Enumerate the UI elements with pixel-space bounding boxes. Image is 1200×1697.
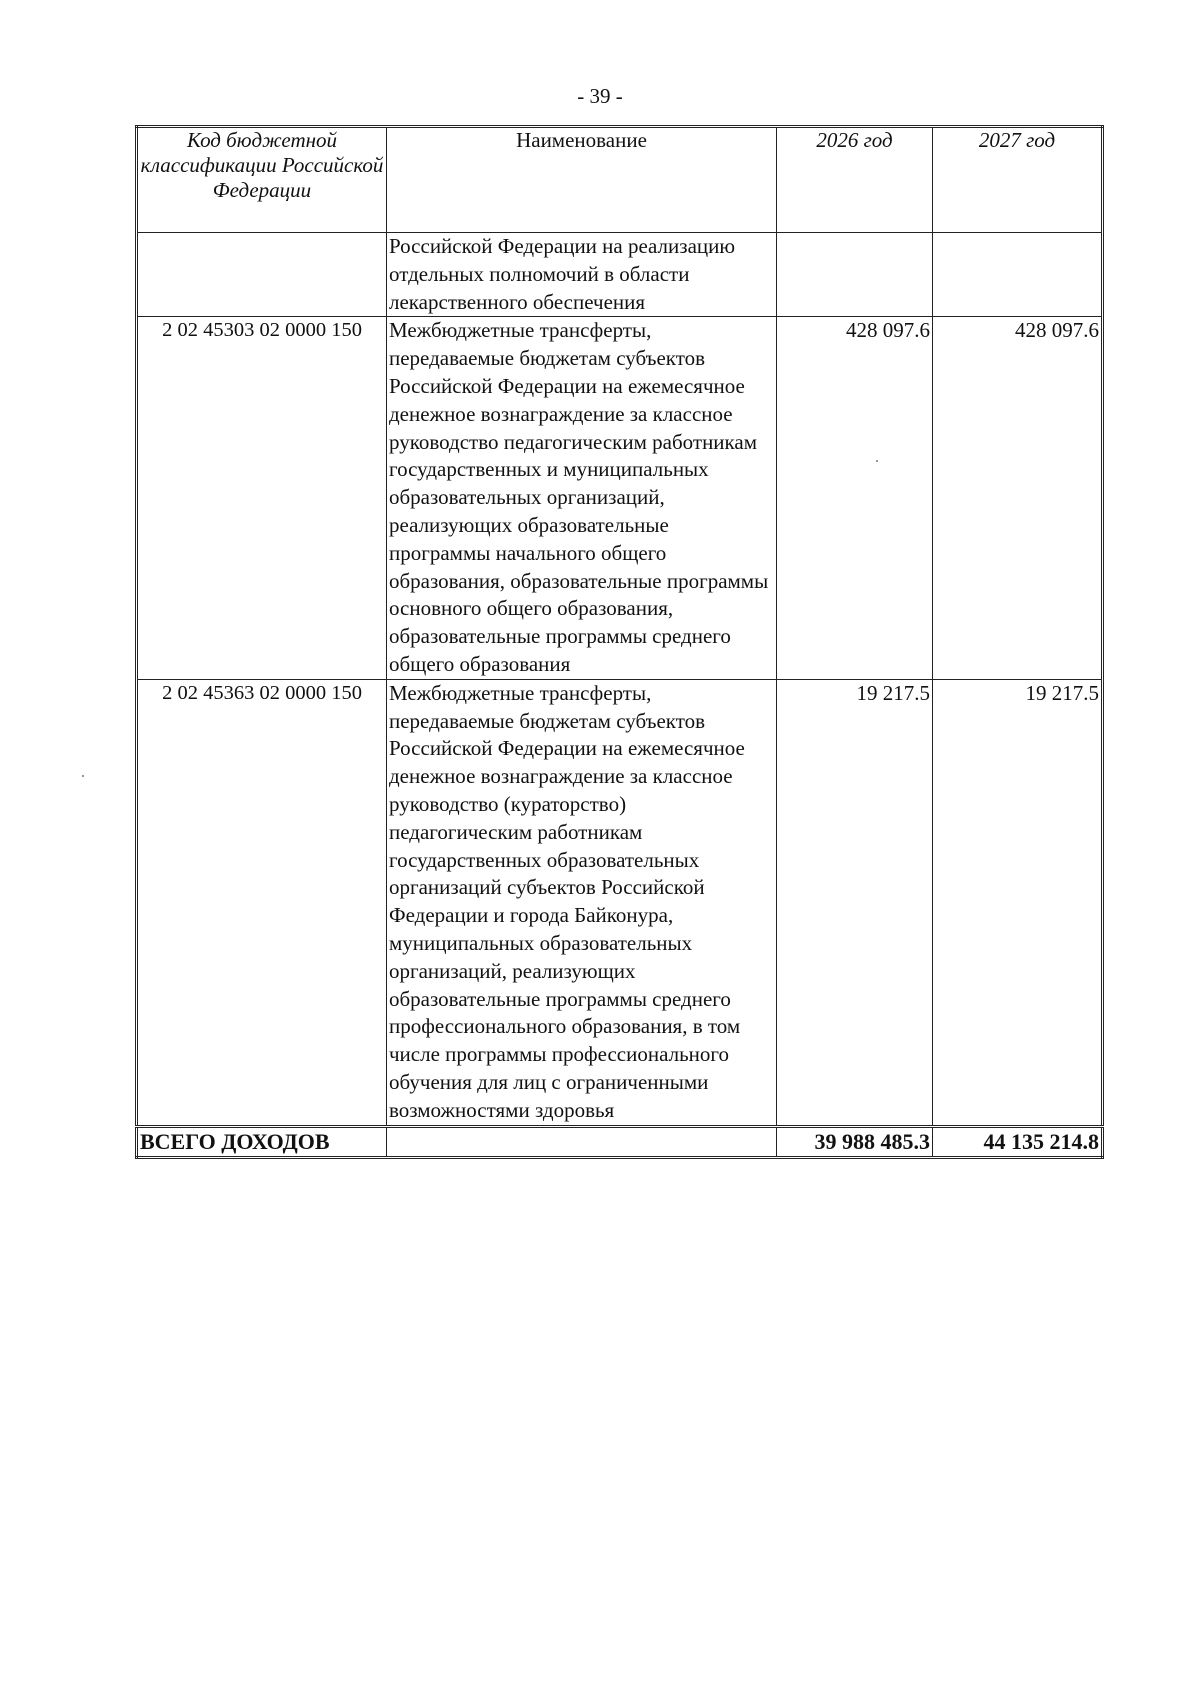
total-label: ВСЕГО ДОХОДОВ <box>137 1126 387 1157</box>
row-value-2027: 428 097.6 <box>933 317 1103 679</box>
row-code: 2 02 45363 02 0000 150 <box>137 679 387 1126</box>
row-value-2026 <box>777 233 933 317</box>
row-name: Межбюджетные трансферты, передаваемые бюджетам субъектов Российской Федерации на ежемесячное денежное вознаграждение за классное руководство (кураторство) педагогическим работникам государственных образовательных организаций субъектов Российской Федерации и города Байконура, муниципальных образовательных организаций, реализующих образовательные программы среднего профессионального образования, в том числе программы профессионального обучения для лиц с ограниченными возможностями здоровья <box>387 679 777 1126</box>
row-value-2027: 19 217.5 <box>933 679 1103 1126</box>
row-value-2026: 19 217.5 <box>777 679 933 1126</box>
header-name: Наименование <box>387 127 777 233</box>
total-name <box>387 1126 777 1157</box>
table-row <box>137 233 1103 317</box>
revenue-table <box>135 125 1104 1159</box>
row-code: 2 02 45303 02 0000 150 <box>137 317 387 679</box>
header-year-2026: 2026 год <box>777 127 933 233</box>
table-row <box>137 317 1103 679</box>
header-code: Код бюджетной классификации Российской Федерации <box>137 127 387 233</box>
row-name: Российской Федерации на реализацию отдельных полномочий в области лекарственного обеспечения <box>387 233 777 317</box>
total-row <box>137 1126 1103 1157</box>
scan-speck <box>876 460 878 462</box>
table-header-row <box>137 127 1103 233</box>
page-number: - 39 - <box>577 84 623 108</box>
header-year-2027: 2027 год <box>933 127 1103 233</box>
table-row <box>137 679 1103 1126</box>
total-value-2026: 39 988 485.3 <box>777 1126 933 1157</box>
row-code <box>137 233 387 317</box>
row-name: Межбюджетные трансферты, передаваемые бюджетам субъектов Российской Федерации на ежемесячное денежное вознаграждение за классное руководство педагогическим работникам государственных и муниципальных образовательных организаций, реализующих образовательные программы начального общего образования, образовательные программы основного общего образования, образовательные программы среднего общего образования <box>387 317 777 679</box>
row-value-2026: 428 097.6 <box>777 317 933 679</box>
scan-speck <box>82 775 84 777</box>
total-value-2027: 44 135 214.8 <box>933 1126 1103 1157</box>
row-value-2027 <box>933 233 1103 317</box>
